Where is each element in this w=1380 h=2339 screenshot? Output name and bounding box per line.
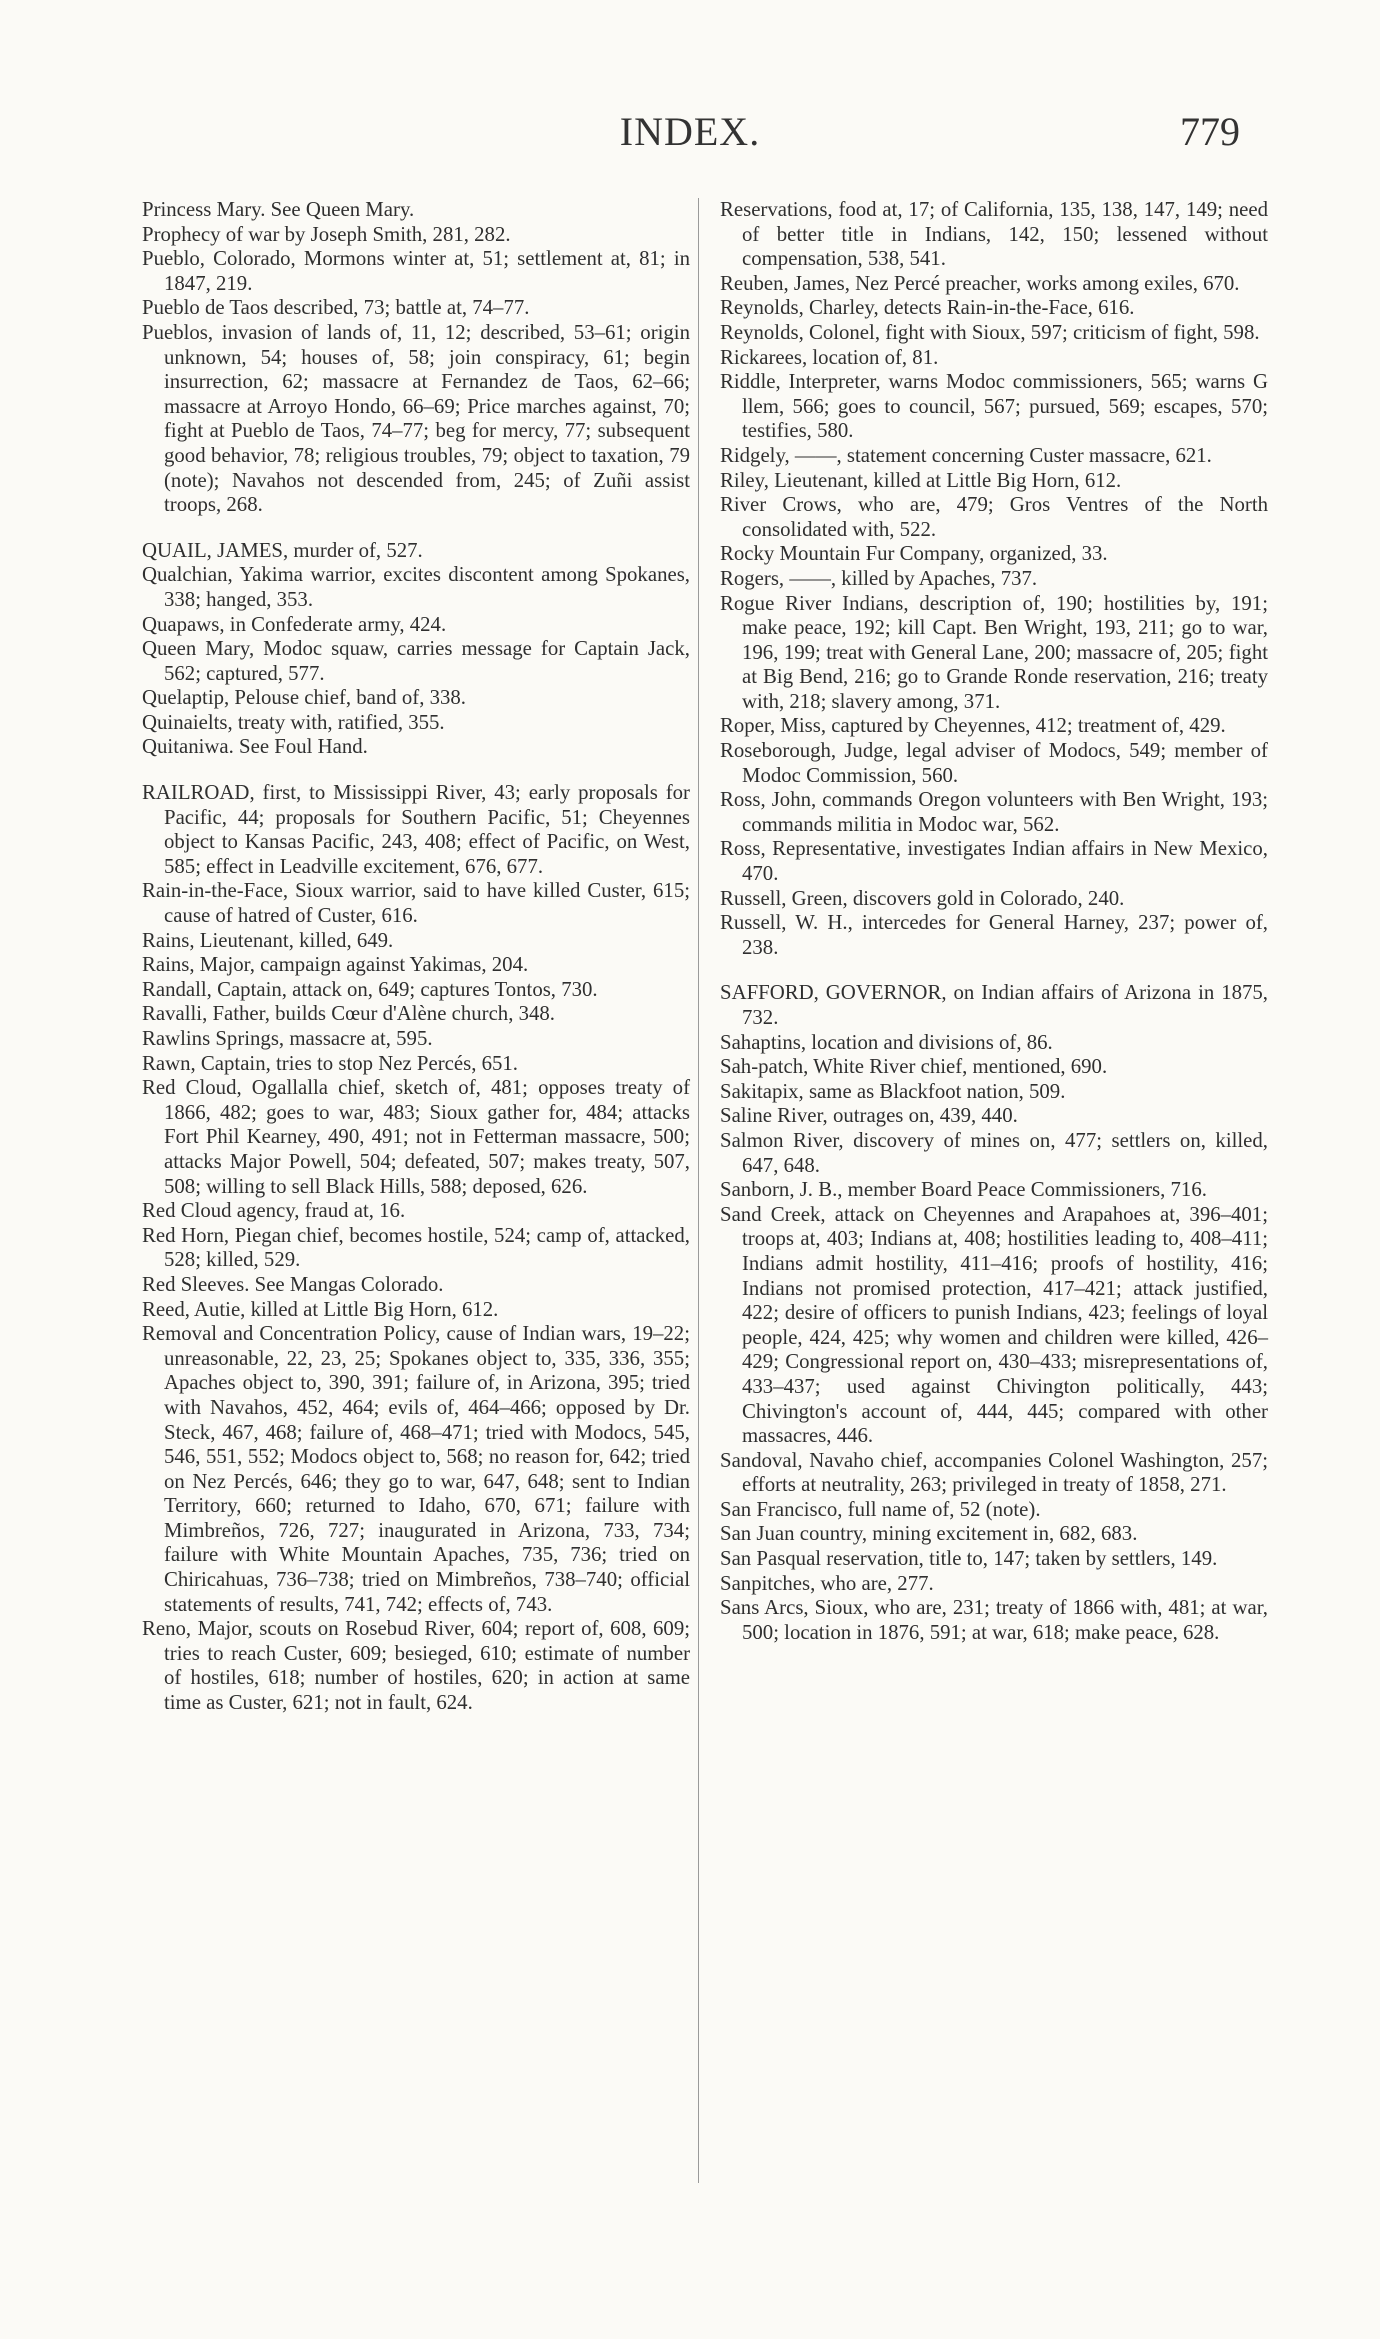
index-column-right <box>720 198 1268 1645</box>
index-entry: Queen Mary, Modoc squaw, carries message for Captain Jack, 562; captured, 577. <box>142 637 690 685</box>
index-entry: Removal and Concentration Policy, cause of Indian wars, 19–22; unreasonable, 22, 23, 25; Spokanes object to, 335, 336, 355; Apaches object to, 390, 391; failure of, in Arizona, 395; tried with Navahos, 452, 464; evils of, 464–466; opposed by Dr. Steck, 467, 468; failure of, 468–471; tried with Modocs, 545, 546, 551, 552; Modocs object to, 568; no reason for, 642; tried on Nez Percés, 646; they go to war, 647, 648; sent to Indian Territory, 660; returned to Idaho, 670, 671; failure with Mimbreños, 726, 727; inaugurated in Arizona, 733, 734; failure with White Mountain Apaches, 735, 736; tried on Chiricahuas, 736–738; tried on Mimbreños, 738–740; official statements of results, 741, 742; effects of, 743. <box>142 1322 690 1616</box>
index-entry: Sanborn, J. B., member Board Peace Commissioners, 716. <box>720 1178 1207 1202</box>
index-entry: Red Sleeves. See Mangas Colorado. <box>142 1272 444 1296</box>
index-entry: Red Cloud, Ogallalla chief, sketch of, 481; opposes treaty of 1866, 482; goes to war, 483; Sioux gather for, 484; attacks Fort Phil Kearney, 490, 491; not in Fetterman massacre, 500; attacks Major Powell, 504; defeated, 507; makes treaty, 507, 508; willing to sell Black Hills, 588; deposed, 626. <box>142 1076 690 1198</box>
index-entry: Riddle, Interpreter, warns Modoc commissioners, 565; warns G llem, 566; goes to council, 567; pursued, 569; escapes, 570; testifies, 580. <box>720 370 1268 443</box>
index-entry: Sandoval, Navaho chief, accompanies Colonel Washington, 257; efforts at neutrality, 263; privileged in treaty of 1858, 271. <box>720 1448 1268 1497</box>
index-entry: Randall, Captain, attack on, 649; captures Tontos, 730. <box>142 977 598 1001</box>
index-entry: Rain-in-the-Face, Sioux warrior, said to have killed Custer, 615; cause of hatred of Custer, 616. <box>142 879 690 928</box>
index-entry: SAFFORD, GOVERNOR, on Indian affairs of Arizona in 1875, 732. <box>720 981 1268 1029</box>
index-column-left <box>142 198 690 1716</box>
page-number: 779 <box>1180 109 1240 154</box>
index-entry: Sanpitches, who are, 277. <box>720 1571 934 1595</box>
index-entry: Ridgely, ——, statement concerning Custer massacre, 621. <box>720 443 1212 467</box>
index-entry: Quitaniwa. See Foul Hand. <box>142 735 368 759</box>
index-entry: San Francisco, full name of, 52 (note). <box>720 1497 1041 1521</box>
index-entry: Salmon River, discovery of mines on, 477; settlers on, killed, 647, 648. <box>720 1128 1268 1177</box>
index-entry: RAILROAD, first, to Mississippi River, 43; early proposals for Pacific, 44; proposals for Southern Pacific, 51; Cheyennes object to Kansas Pacific, 243, 408; effect of Pacific, on West, 585; effect in Leadville excitement, 676, 677. <box>142 781 690 878</box>
index-entry: Red Horn, Piegan chief, becomes hostile, 524; camp of, attacked, 528; killed, 529. <box>142 1223 690 1272</box>
index-entry: Pueblos, invasion of lands of, 11, 12; described, 53–61; origin unknown, 54; houses of, 58; join conspiracy, 61; begin insurrection, 62; massacre at Fernandez de Taos, 62–66; massacre at Arroyo Hondo, 66–69; Price marches against, 70; fight at Pueblo de Taos, 74–77; beg for mercy, 77; subsequent good behavior, 78; religious troubles, 79; object to taxation, 79 (note); Navahos not descended from, 245; of Zuñi assist troops, 268. <box>142 320 690 517</box>
index-entry: Reed, Autie, killed at Little Big Horn, 612. <box>142 1297 499 1321</box>
index-entry: Saline River, outrages on, 439, 440. <box>720 1104 1018 1128</box>
index-entry: Sahaptins, location and divisions of, 86. <box>720 1030 1053 1054</box>
index-entry: Pueblo de Taos described, 73; battle at, 74–77. <box>142 296 530 320</box>
index-entry: Roper, Miss, captured by Cheyennes, 412; treatment of, 429. <box>720 714 1226 738</box>
index-entry: San Juan country, mining excitement in, 682, 683. <box>720 1522 1138 1546</box>
index-entry: QUAIL, JAMES, murder of, 527. <box>142 538 423 562</box>
index-entry: Red Cloud agency, fraud at, 16. <box>142 1199 406 1223</box>
index-entry: Rawn, Captain, tries to stop Nez Percés, 651. <box>142 1051 518 1075</box>
index-entry: Rawlins Springs, massacre at, 595. <box>142 1027 433 1050</box>
index-entry: Russell, W. H., intercedes for General Harney, 237; power of, 238. <box>720 911 1268 959</box>
index-entry: Sans Arcs, Sioux, who are, 231; treaty of 1866 with, 481; at war, 500; location in 1876, 591; at war, 618; make peace, 628. <box>720 1596 1268 1644</box>
index-entry: Reynolds, Charley, detects Rain-in-the-Face, 616. <box>720 296 1135 320</box>
index-entry: Roseborough, Judge, legal adviser of Modocs, 549; member of Modoc Commission, 560. <box>720 739 1268 787</box>
index-entry: Reno, Major, scouts on Rosebud River, 604; report of, 608, 609; tries to reach Custer, 609; besieged, 610; estimate of number of hostiles, 618; number of hostiles, 620; in action at same time as Custer, 621; not in fault, 624. <box>142 1617 690 1715</box>
index-entry: Quapaws, in Confederate army, 424. <box>142 612 447 636</box>
index-entry: Pueblo, Colorado, Mormons winter at, 51; settlement at, 81; in 1847, 219. <box>142 247 690 295</box>
index-entry: Princess Mary. See Queen Mary. <box>142 198 415 221</box>
page-title: INDEX. <box>619 109 761 154</box>
page-header <box>0 108 1380 168</box>
index-entry: Sah-patch, White River chief, mentioned, 690. <box>720 1055 1108 1079</box>
index-entry: Reynolds, Colonel, fight with Sioux, 597; criticism of fight, 598. <box>720 320 1260 344</box>
index-entry: Prophecy of war by Joseph Smith, 281, 282. <box>142 222 511 246</box>
index-entry: Riley, Lieutenant, killed at Little Big Horn, 612. <box>720 468 1122 492</box>
index-entry: River Crows, who are, 479; Gros Ventres of the North consolidated with, 522. <box>720 493 1268 541</box>
index-entry: Ross, John, commands Oregon volunteers with Ben Wright, 193; commands militia in Modoc war, 562. <box>720 788 1268 836</box>
index-entry: Ross, Representative, investigates Indian affairs in New Mexico, 470. <box>720 837 1268 886</box>
column-divider <box>698 198 699 2183</box>
index-entry: Sakitapix, same as Blackfoot nation, 509. <box>720 1079 1066 1103</box>
index-entry: Rickarees, location of, 81. <box>720 345 939 369</box>
index-entry: San Pasqual reservation, title to, 147; taken by settlers, 149. <box>720 1547 1218 1571</box>
index-entry: Rogue River Indians, description of, 190; hostilities by, 191; make peace, 192; kill Capt. Ben Wright, 193, 211; go to war, 196, 199; treat with General Lane, 200; massacre of, 205; fight at Big Bend, 216; go to Grande Ronde reservation, 216; treaty with, 218; slavery among, 371. <box>720 591 1268 713</box>
index-entry: Sand Creek, attack on Cheyennes and Arapahoes at, 396–401; troops at, 403; Indians at, 408; hostilities leading to, 408–411; Indians admit hostility, 411–416; proofs of hostility, 416; Indians not promised protection, 417–421; attack justified, 422; desire of officers to punish Indians, 423; feelings of loyal people, 424, 425; why women and children were killed, 426–429; Congressional report on, 430–433; misrepresentations of, 433–437; used against Chivington politically, 443; Chivington's account of, 444, 445; compared with other massacres, 446. <box>720 1202 1268 1448</box>
index-entry: Qualchian, Yakima warrior, excites discontent among Spokanes, 338; hanged, 353. <box>142 563 690 611</box>
index-entry: Rogers, ——, killed by Apaches, 737. <box>720 566 1038 590</box>
index-entry: Quelaptip, Pelouse chief, band of, 338. <box>142 686 467 710</box>
index-entry: Ravalli, Father, builds Cœur d'Alène church, 348. <box>142 1002 555 1026</box>
index-entry: Rocky Mountain Fur Company, organized, 33. <box>720 542 1108 566</box>
index-entry: Rains, Major, campaign against Yakimas, 204. <box>142 953 529 977</box>
index-entry: Reuben, James, Nez Percé preacher, works among exiles, 670. <box>720 271 1240 295</box>
index-entry: Rains, Lieutenant, killed, 649. <box>142 928 394 952</box>
index-entry: Reservations, food at, 17; of California, 135, 138, 147, 149; need of better title in Indians, 142, 150; lessened without compensation, 538, 541. <box>720 198 1268 271</box>
index-entry: Quinaielts, treaty with, ratified, 355. <box>142 710 445 734</box>
index-entry: Russell, Green, discovers gold in Colorado, 240. <box>720 886 1125 910</box>
